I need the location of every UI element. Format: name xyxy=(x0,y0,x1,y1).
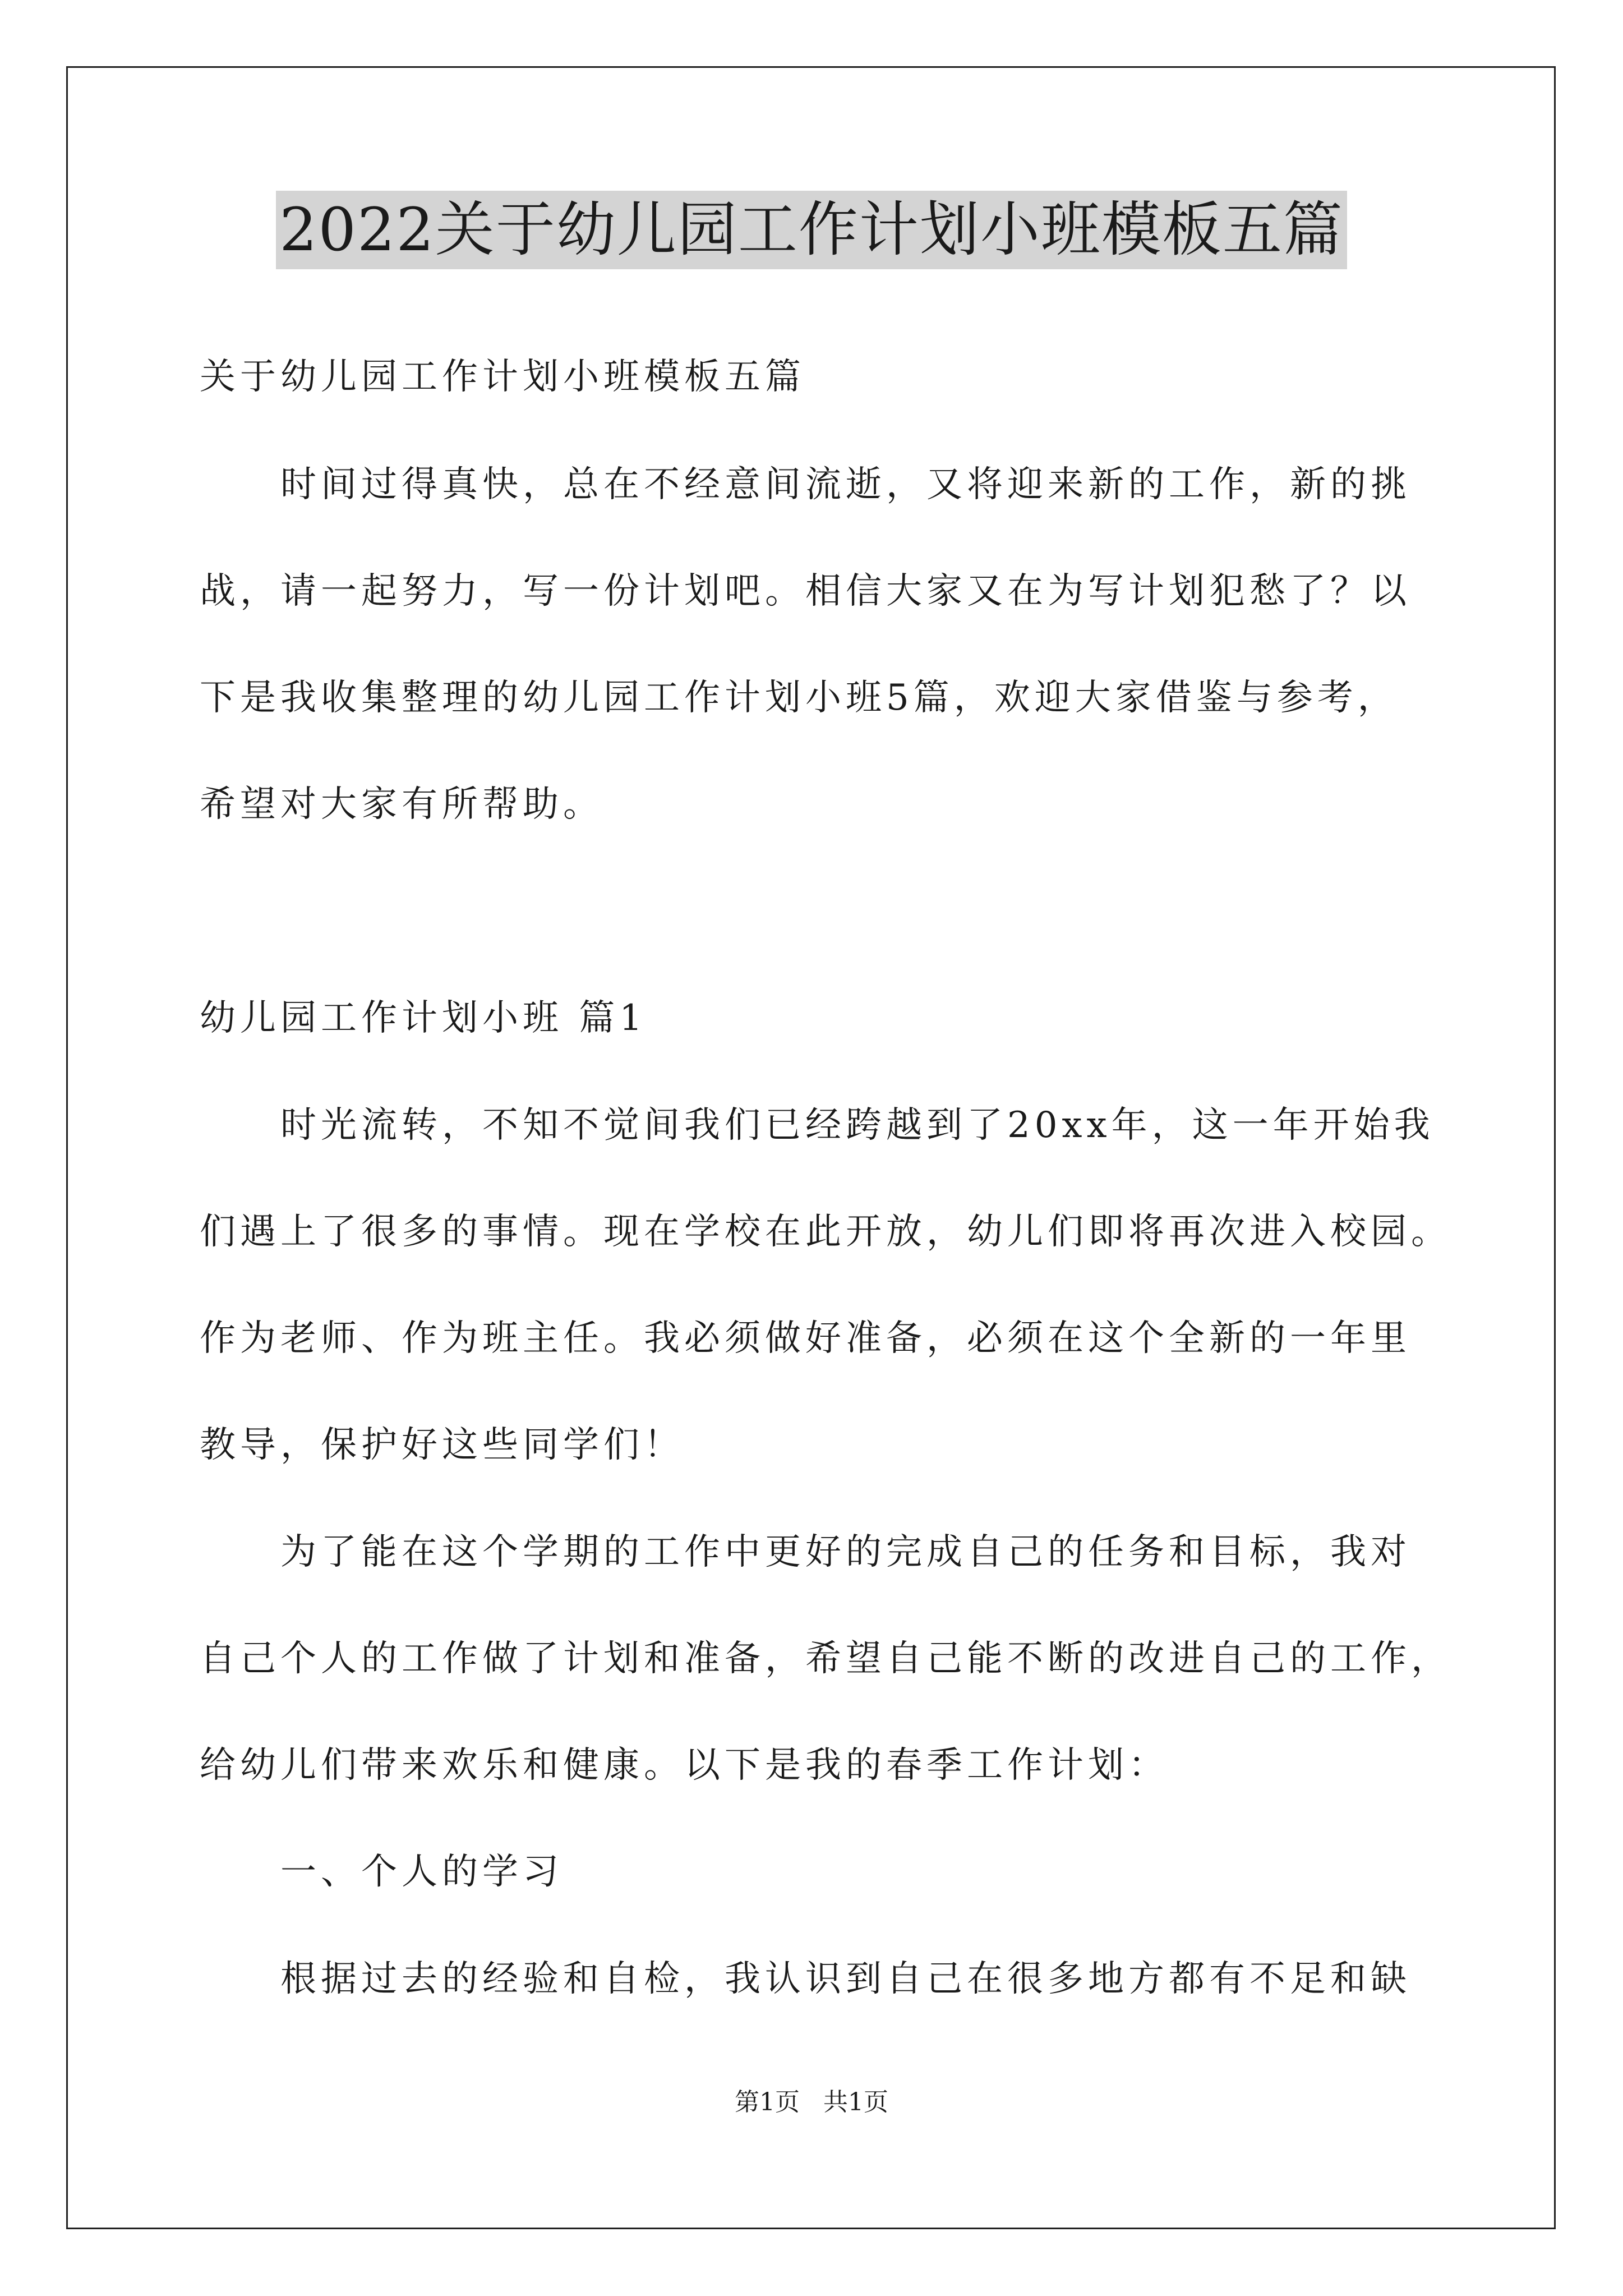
subheading: 一、个人的学习 xyxy=(280,1851,563,1893)
paragraph-line: 作为老师、作为班主任。我必须做好准备，必须在这个全新的一年里 xyxy=(200,1318,1411,1359)
intro-line: 时间过得真快，总在不经意间流逝，又将迎来新的工作，新的挑 xyxy=(280,464,1411,505)
paragraph-line: 给幼儿们带来欢乐和健康。以下是我的春季工作计划： xyxy=(200,1745,1169,1786)
intro-line: 战，请一起努力，写一份计划吧。相信大家又在为写计划犯愁了？以 xyxy=(200,570,1411,612)
intro-line: 希望对大家有所帮助。 xyxy=(200,784,603,825)
document-subtitle: 关于幼儿园工作计划小班模板五篇 xyxy=(200,356,805,398)
paragraph-line: 根据过去的经验和自检，我认识到自己在很多地方都有不足和缺 xyxy=(280,1958,1411,2000)
paragraph-line: 时光流转，不知不觉间我们已经跨越到了20xx年，这一年开始我 xyxy=(280,1105,1435,1146)
paragraph-line: 为了能在这个学期的工作中更好的完成自己的任务和目标，我对 xyxy=(280,1531,1411,1573)
paragraph-line: 们遇上了很多的事情。现在学校在此开放，幼儿们即将再次进入校园。 xyxy=(200,1211,1451,1253)
intro-line: 下是我收集整理的幼儿园工作计划小班5篇，欢迎大家借鉴与参考， xyxy=(200,677,1398,719)
section-heading: 幼儿园工作计划小班 篇1 xyxy=(200,997,647,1039)
paragraph-line: 自己个人的工作做了计划和准备，希望自己能不断的改进自己的工作， xyxy=(200,1638,1451,1680)
page-number-footer: 第1页 共1页 xyxy=(735,2088,888,2116)
title-container xyxy=(0,191,1623,269)
document-title: 2022关于幼儿园工作计划小班模板五篇 xyxy=(276,191,1347,269)
paragraph-line: 教导，保护好这些同学们！ xyxy=(200,1424,684,1466)
